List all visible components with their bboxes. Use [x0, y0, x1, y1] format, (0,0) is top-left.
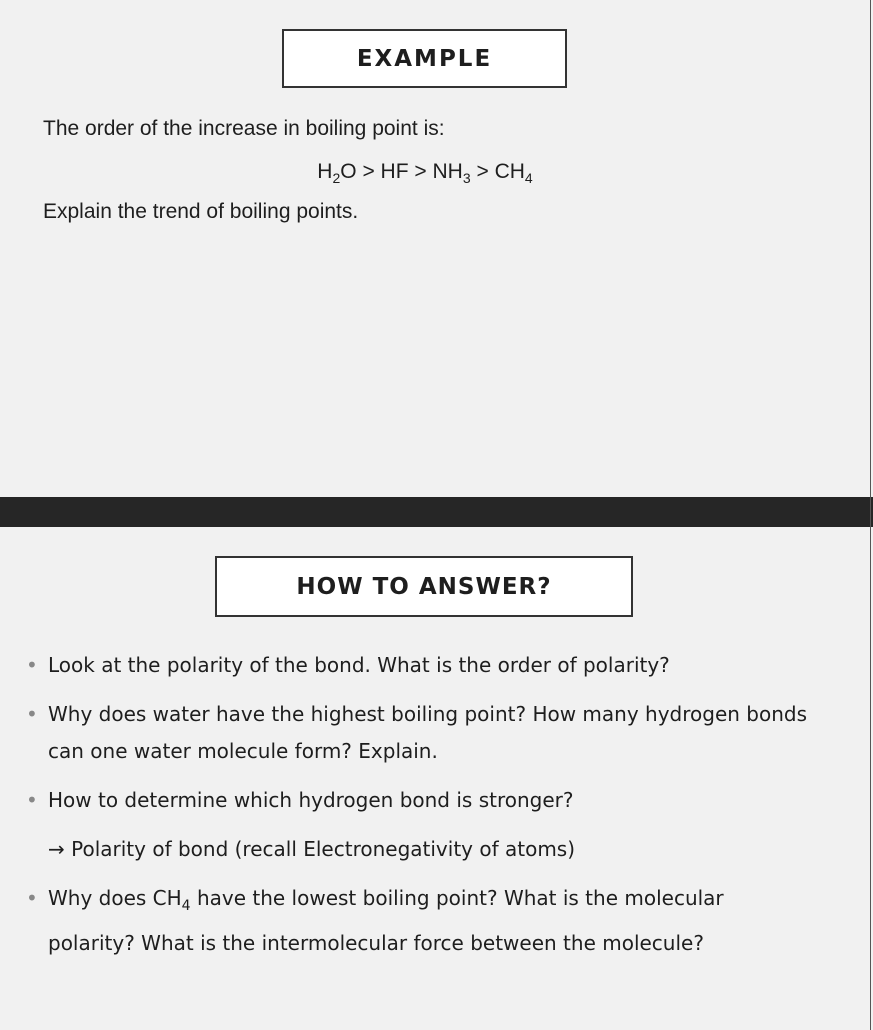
bullet-icon: • [26, 702, 38, 726]
bullet-text: Why does water have the highest boiling point? How many hydrogen bonds can one water molecule form? Explain. [48, 702, 808, 763]
slide-divider [0, 497, 873, 527]
formula-h2o-rest: O [340, 160, 357, 183]
list-item [26, 880, 816, 962]
answer-bullets [26, 647, 816, 974]
intro-text: The order of the increase in boiling point is: [43, 117, 445, 140]
question-text: Explain the trend of boiling points. [43, 200, 359, 223]
bullet-text: How to determine which hydrogen bond is stronger? [48, 788, 574, 812]
example-slide [0, 0, 871, 497]
bullet-text: have the lowest boiling point? What is the molecular polarity? What is the intermolecular force between the molecule? [48, 886, 724, 955]
how-to-answer-title: HOW TO ANSWER? [215, 556, 633, 617]
formula-sep: > [408, 160, 433, 183]
bullet-icon: • [26, 788, 38, 812]
formula-ch4: CH [494, 160, 525, 183]
formula-sub: 2 [332, 170, 341, 187]
formula-sep: > [356, 160, 381, 183]
bullet-icon: • [26, 886, 38, 910]
formula-h2o: H [317, 160, 333, 183]
bullet-text: Why does CH [48, 886, 182, 910]
formula-sub: 3 [462, 170, 471, 187]
how-to-answer-slide [0, 527, 871, 1030]
arrow-note-text: → Polarity of bond (recall Electronegativity of atoms) [48, 837, 576, 861]
list-item [26, 782, 816, 819]
page-edge [870, 0, 871, 1030]
boiling-point-formula [0, 160, 850, 186]
list-item [26, 696, 816, 770]
formula-sub: 4 [524, 170, 533, 187]
formula-nh3: NH [432, 160, 463, 183]
formula-hf: HF [380, 160, 409, 183]
subscript: 4 [181, 898, 191, 914]
bullet-text: Look at the polarity of the bond. What is the order of polarity? [48, 653, 670, 677]
list-item [26, 647, 816, 684]
bullet-icon: • [26, 653, 38, 677]
arrow-note [26, 831, 816, 868]
example-title: EXAMPLE [282, 29, 567, 88]
formula-sep: > [470, 160, 495, 183]
